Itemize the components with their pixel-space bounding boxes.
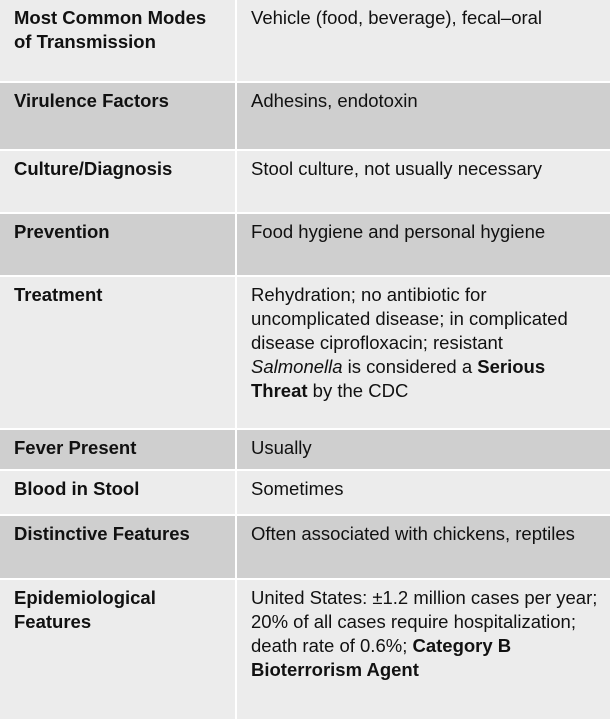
row-value: Food hygiene and personal hygiene xyxy=(236,213,610,276)
row-label: Blood in Stool xyxy=(0,470,236,515)
row-label: Treatment xyxy=(0,276,236,429)
row-value xyxy=(236,276,610,429)
table-row-treatment xyxy=(0,276,610,429)
table-row-fever-present xyxy=(0,429,610,470)
treatment-text: Rehydration; no antibiotic for uncomplicated disease; in complicated disease ciprofloxacin; resistant xyxy=(251,284,568,353)
table-row-distinctive-features xyxy=(0,515,610,579)
row-value: Adhesins, endotoxin xyxy=(236,82,610,150)
row-label: Distinctive Features xyxy=(0,515,236,579)
row-value: Sometimes xyxy=(236,470,610,515)
row-value: Stool culture, not usually necessary xyxy=(236,150,610,213)
treatment-text: is considered a xyxy=(342,356,478,377)
bioterrorism-category: Category B Bioterrorism Agent xyxy=(251,635,512,680)
table-row-prevention xyxy=(0,213,610,276)
row-label: Most Common Modes of Transmission xyxy=(0,0,236,82)
row-value: Usually xyxy=(236,429,610,470)
organism-name: Salmonella xyxy=(251,356,343,377)
row-label: Epidemiological Features xyxy=(0,579,236,720)
treatment-text: by the CDC xyxy=(307,380,409,401)
table-row-epidemiological-features xyxy=(0,579,610,720)
row-value: Often associated with chickens, reptiles xyxy=(236,515,610,579)
row-label: Fever Present xyxy=(0,429,236,470)
table-row-culture-diagnosis xyxy=(0,150,610,213)
table-row-blood-in-stool xyxy=(0,470,610,515)
epidemiology-text: United States: ±1.2 million cases per year; 20% of all cases require hospitalization; death rate of 0.6%; xyxy=(251,587,598,656)
row-value: Vehicle (food, beverage), fecal–oral xyxy=(236,0,610,82)
row-value xyxy=(236,579,610,720)
table-row-transmission xyxy=(0,0,610,82)
row-label: Virulence Factors xyxy=(0,82,236,150)
threat-level: Serious Threat xyxy=(251,356,546,401)
row-label: Culture/Diagnosis xyxy=(0,150,236,213)
row-label: Prevention xyxy=(0,213,236,276)
table-row-virulence-factors xyxy=(0,82,610,150)
